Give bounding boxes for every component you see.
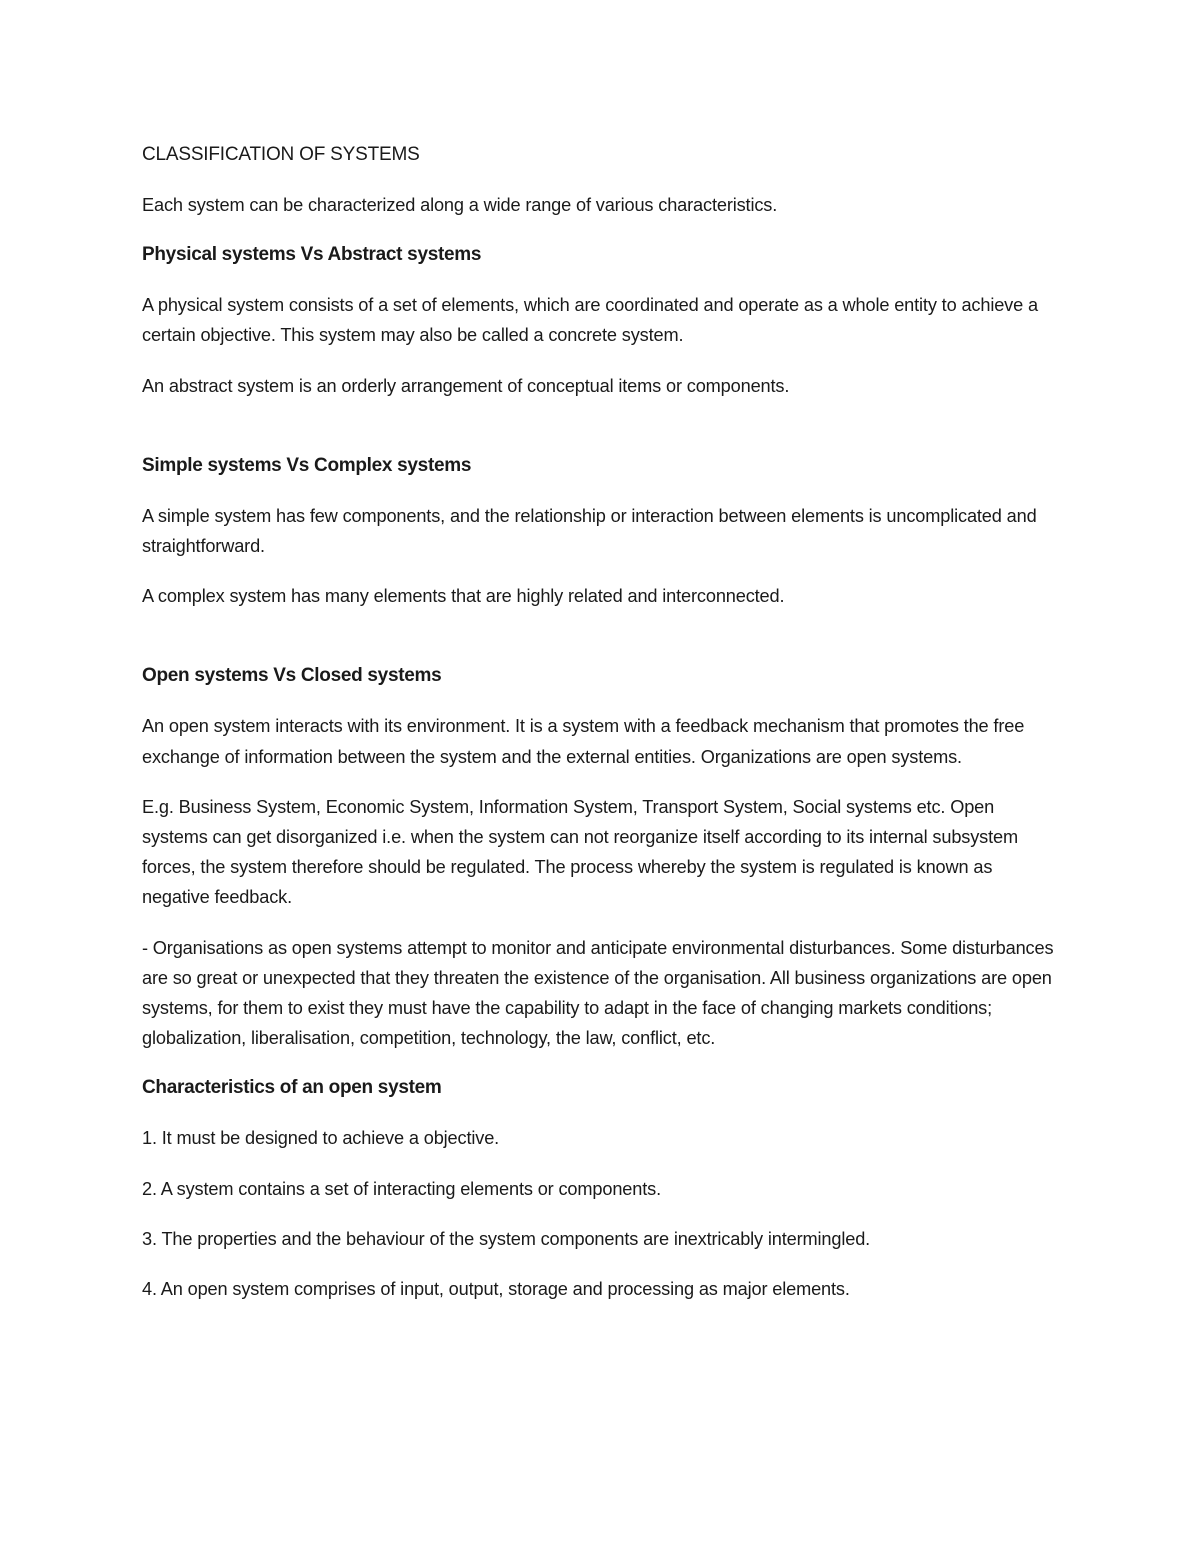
intro-paragraph: Each system can be characterized along a wide range of various characteristics.: [142, 195, 778, 215]
section-heading-physical-abstract: Physical systems Vs Abstract systems: [142, 244, 482, 266]
page-title: CLASSIFICATION OF SYSTEMS: [142, 144, 420, 165]
paragraph: A complex system has many elements that are highly related and interconnected.: [142, 586, 785, 607]
list-item: 4. An open system comprises of input, output, storage and processing as major elements.: [142, 1279, 850, 1300]
document-page: [142, 140, 1062, 1324]
section-heading-simple-complex: Simple systems Vs Complex systems: [142, 454, 472, 476]
list-item: 2. A system contains a set of interacting elements or components.: [142, 1178, 661, 1199]
paragraph: - Organisations as open systems attempt to monitor and anticipate environmental disturbances. Some disturbances are so great or unexpected that they threaten the existence of the organisation. All business organizations are open systems, for them to exist they must have the capability to adapt in the face of changing markets conditions; globalization, liberalisation, competition, technology, the law, conflict, etc.: [142, 937, 1054, 1049]
blank-line: [142, 421, 1062, 451]
paragraph: A physical system consists of a set of elements, which are coordinated and operate as a whole entity to achieve a certain objective. This system may also be called a concrete system.: [142, 295, 1038, 346]
section-heading-open-system-characteristics: Characteristics of an open system: [142, 1077, 442, 1099]
blank-line: [142, 631, 1062, 661]
list-item: 3. The properties and the behaviour of the system components are inextricably intermingled.: [142, 1228, 871, 1249]
section-heading-open-closed: Open systems Vs Closed systems: [142, 665, 442, 687]
paragraph: An open system interacts with its environment. It is a system with a feedback mechanism that promotes the free exchange of information between the system and the external entities. Organizations are open systems.: [142, 716, 1025, 767]
list-item: 1. It must be designed to achieve a objective.: [142, 1128, 500, 1149]
paragraph: E.g. Business System, Economic System, Information System, Transport System, Social systems etc. Open systems can get disorganized i.e. when the system can not reorganize itself according to its internal subsystem forces, the system therefore should be regulated. The process whereby the system is regulated is known as negative feedback.: [142, 796, 1018, 908]
paragraph: A simple system has few components, and the relationship or interaction between elements is uncomplicated and straightforward.: [142, 505, 1037, 557]
paragraph: An abstract system is an orderly arrangement of conceptual items or components.: [142, 375, 790, 396]
